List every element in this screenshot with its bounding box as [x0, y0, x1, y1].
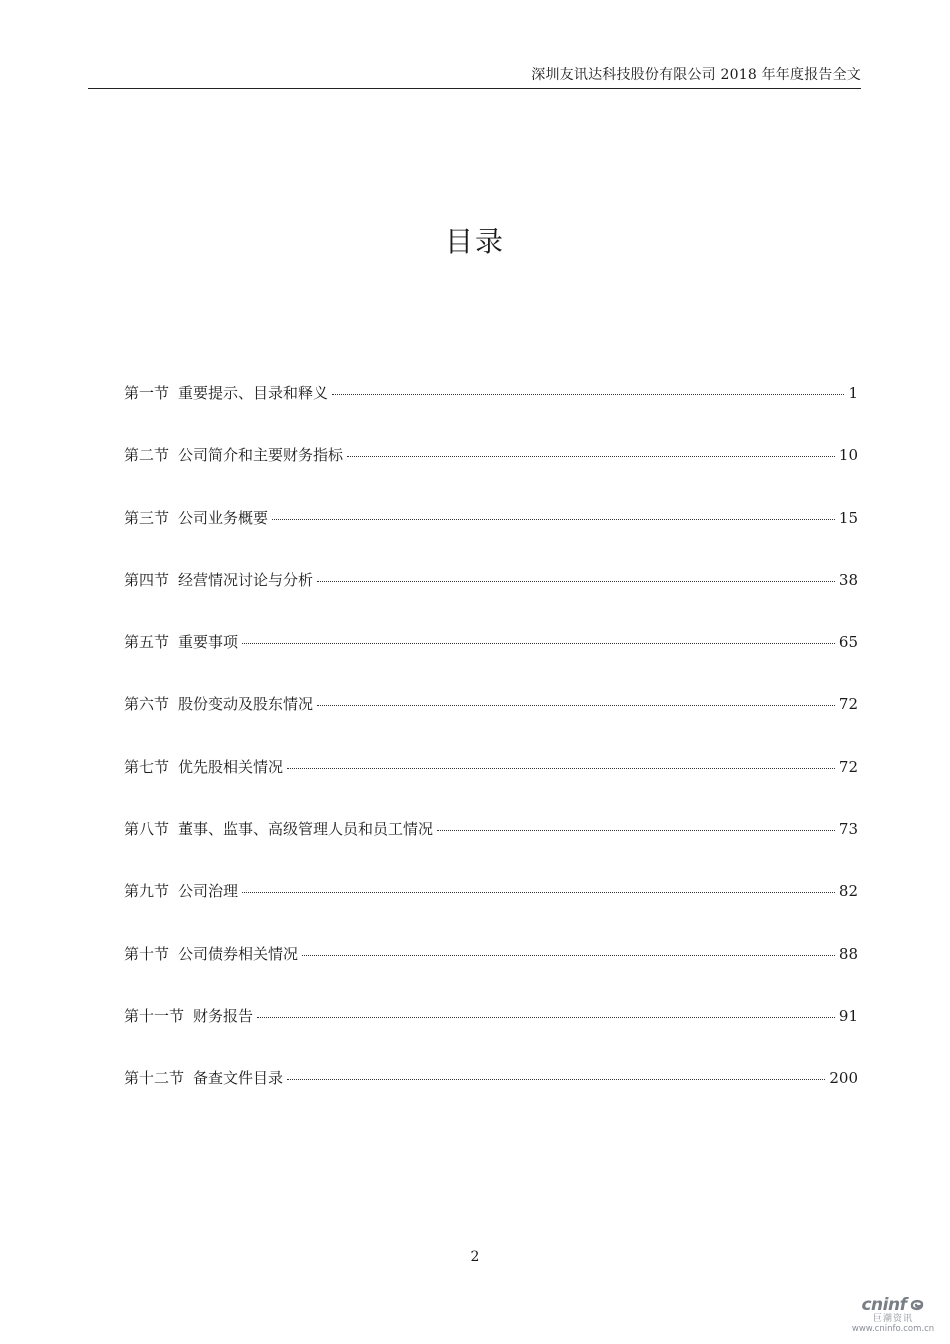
toc-entry[interactable] — [124, 1005, 858, 1067]
toc-entry[interactable] — [124, 507, 858, 569]
toc-section-title: 优先股相关情况 — [178, 757, 284, 776]
toc-leader-dots — [287, 767, 835, 769]
page-number: 2 — [470, 1249, 480, 1265]
toc-leader-dots — [287, 1078, 825, 1080]
cninfo-swirl-icon — [909, 1298, 925, 1312]
toc-page-number: 82 — [838, 882, 858, 901]
table-of-contents — [124, 382, 858, 1130]
toc-entry[interactable] — [124, 631, 858, 693]
toc-section-title: 财务报告 — [193, 1006, 254, 1025]
toc-entry[interactable] — [124, 818, 858, 880]
toc-leader-dots — [302, 954, 835, 956]
toc-leader-dots — [317, 580, 835, 582]
toc-section-number: 第六节 — [124, 695, 170, 714]
toc-section-title: 董事、监事、高级管理人员和员工情况 — [178, 820, 434, 839]
toc-page-number: 72 — [838, 757, 858, 776]
toc-section-title: 公司简介和主要财务指标 — [178, 446, 344, 465]
cninfo-logo — [848, 1296, 938, 1314]
toc-leader-dots — [332, 393, 844, 395]
toc-section-number: 第五节 — [124, 633, 170, 652]
toc-entry[interactable] — [124, 880, 858, 942]
toc-entry[interactable] — [124, 444, 858, 506]
toc-section-title: 重要提示、目录和释义 — [178, 384, 329, 402]
toc-section-number: 第三节 — [124, 508, 170, 527]
toc-entry[interactable] — [124, 756, 858, 818]
toc-page-number: 72 — [838, 695, 858, 714]
toc-page-number: 10 — [838, 446, 858, 465]
toc-section-number: 第一节 — [124, 384, 170, 402]
toc-leader-dots — [437, 829, 835, 831]
toc-leader-dots — [317, 704, 835, 706]
cninfo-watermark — [848, 1296, 938, 1334]
toc-section-number: 第十节 — [124, 944, 170, 963]
toc-section-number: 第七节 — [124, 757, 170, 776]
toc-page-number: 91 — [838, 1006, 858, 1025]
toc-section-number: 第八节 — [124, 820, 170, 839]
header-text: 深圳友讯达科技股份有限公司 2018 年年度报告全文 — [531, 67, 861, 83]
toc-section-title: 经营情况讨论与分析 — [178, 570, 314, 589]
toc-leader-dots — [272, 518, 835, 520]
toc-section-number: 第二节 — [124, 446, 170, 465]
toc-leader-dots — [257, 1016, 835, 1018]
cninfo-sub-text: 巨潮资讯 — [872, 1314, 913, 1324]
toc-section-title: 公司债券相关情况 — [178, 944, 299, 963]
toc-leader-dots — [242, 642, 835, 644]
toc-section-title: 股份变动及股东情况 — [178, 695, 314, 714]
page-title: 目录 — [444, 225, 505, 258]
toc-section-number: 第九节 — [124, 882, 170, 901]
toc-section-number: 第十一节 — [124, 1006, 185, 1025]
toc-section-title: 公司业务概要 — [178, 508, 269, 527]
toc-section-title: 重要事项 — [178, 633, 239, 652]
toc-page-number: 15 — [838, 508, 858, 527]
toc-section-title: 公司治理 — [178, 882, 239, 901]
toc-page-number: 1 — [848, 384, 858, 402]
toc-entry[interactable] — [124, 569, 858, 631]
cninfo-url: www.cninfo.com.cn — [851, 1324, 935, 1334]
toc-leader-dots — [242, 891, 835, 893]
toc-entry[interactable] — [124, 693, 858, 755]
cninfo-logo-text: cninf — [861, 1295, 907, 1315]
toc-entry[interactable] — [124, 382, 858, 444]
toc-page-number: 88 — [838, 944, 858, 963]
toc-page-number: 38 — [838, 570, 858, 589]
toc-section-number: 第四节 — [124, 570, 170, 589]
toc-leader-dots — [347, 455, 835, 457]
page-header — [88, 62, 861, 89]
toc-page-number: 73 — [838, 820, 858, 839]
toc-entry[interactable] — [124, 943, 858, 1005]
toc-page-number: 65 — [838, 633, 858, 652]
toc-entry[interactable] — [124, 1067, 858, 1129]
toc-section-title: 备查文件目录 — [193, 1069, 284, 1088]
toc-section-number: 第十二节 — [124, 1069, 185, 1088]
toc-page-number: 200 — [829, 1069, 858, 1088]
